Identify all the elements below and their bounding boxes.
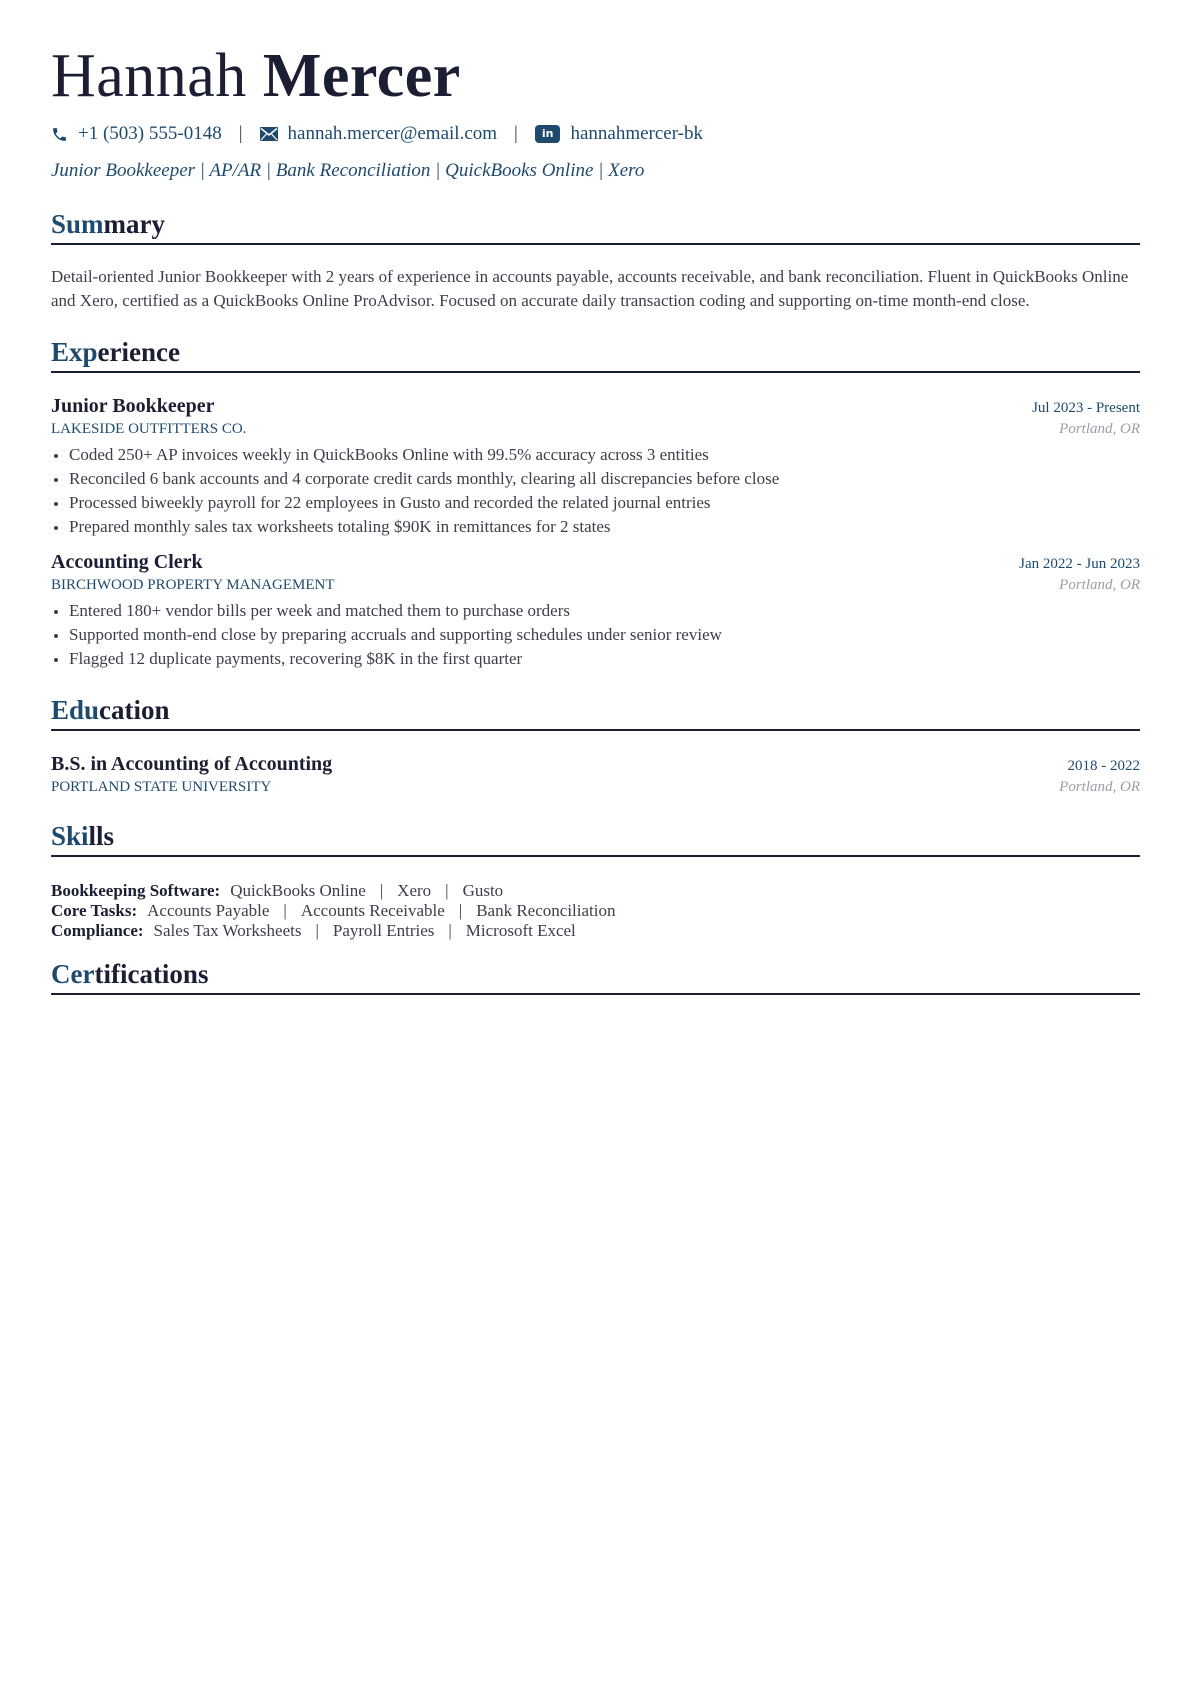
school-location: Portland, OR bbox=[1059, 779, 1140, 795]
skill-item: Accounts Receivable bbox=[300, 901, 445, 920]
list-item: • Processed biweekly payroll for 22 employees in Gusto and recorded the related journal entries bbox=[69, 491, 1140, 515]
skill-item: Xero bbox=[397, 881, 432, 900]
section-title-experience: Experience bbox=[51, 337, 180, 367]
skill-item: Microsoft Excel bbox=[465, 921, 576, 940]
job-title: Accounting Clerk bbox=[51, 551, 203, 573]
skill-row: Core Tasks: Accounts Payable | Accounts Receivable | Bank Reconciliation bbox=[51, 901, 616, 920]
job-location: Portland, OR bbox=[1059, 421, 1140, 437]
phone-number: +1 (503) 555-0148 bbox=[78, 123, 222, 144]
headline-tagline: Junior Bookkeeper | AP/AR | Bank Reconciliation | QuickBooks Online | Xero bbox=[51, 160, 645, 181]
employer-name: BIRCHWOOD PROPERTY MANAGEMENT bbox=[51, 577, 335, 593]
section-divider bbox=[51, 993, 1140, 995]
job-title: Junior Bookkeeper bbox=[51, 395, 215, 417]
skill-category: Compliance: bbox=[51, 921, 144, 940]
job-dates: Jan 2022 - Jun 2023 bbox=[1019, 556, 1140, 572]
list-item: • Supported month-end close by preparing accruals and supporting schedules under senior review bbox=[69, 623, 1140, 647]
section-divider bbox=[51, 729, 1140, 731]
section-title-skills: Skills bbox=[51, 821, 115, 851]
section-divider bbox=[51, 855, 1140, 857]
email-address: hannah.mercer@email.com bbox=[287, 123, 498, 144]
skill-row: Bookkeeping Software: QuickBooks Online | Xero | Gusto bbox=[51, 881, 504, 900]
summary-text: Detail-oriented Junior Bookkeeper with 2 years of experience in accounts payable, accounts receivable, and bank reconciliation. Fluent in QuickBooks Online and Xero, certified as a QuickBooks Online ProAdvisor. Focused on accurate daily transaction coding and supporting on-time month-end close. bbox=[51, 267, 1129, 310]
summary-section bbox=[51, 207, 1140, 313]
list-item: • Coded 250+ AP invoices weekly in QuickBooks Online with 99.5% accuracy across 3 entities bbox=[69, 443, 1140, 467]
skill-category: Bookkeeping Software: bbox=[51, 881, 221, 900]
skill-item: Accounts Payable bbox=[147, 901, 270, 920]
education-section bbox=[51, 693, 1140, 797]
education-dates: 2018 - 2022 bbox=[1067, 758, 1140, 774]
section-divider bbox=[51, 243, 1140, 245]
envelope-icon bbox=[260, 127, 278, 141]
email-contact[interactable] bbox=[260, 123, 498, 145]
section-divider bbox=[51, 371, 1140, 373]
candidate-name bbox=[51, 38, 1140, 114]
section-title-certifications: Certifications bbox=[51, 959, 209, 989]
certifications-section bbox=[51, 957, 1140, 995]
skills-section bbox=[51, 819, 1140, 941]
degree-title: B.S. in Accounting of Accounting bbox=[51, 753, 333, 775]
section-title-summary: Summary bbox=[51, 209, 166, 239]
list-item: • Prepared monthly sales tax worksheets totaling $90K in remittances for 2 states bbox=[69, 515, 1140, 539]
employer-name: LAKESIDE OUTFITTERS CO. bbox=[51, 421, 247, 437]
experience-entry bbox=[51, 549, 1140, 671]
job-location: Portland, OR bbox=[1059, 577, 1140, 593]
phone-icon bbox=[51, 126, 68, 143]
job-bullets bbox=[51, 443, 1140, 539]
linkedin-handle: hannahmercer-bk bbox=[570, 123, 703, 144]
list-item: • Entered 180+ vendor bills per week and matched them to purchase orders bbox=[69, 599, 1140, 623]
list-item: • Reconciled 6 bank accounts and 4 corporate credit cards monthly, clearing all discrepancies before close bbox=[69, 467, 1140, 491]
contact-separator: | bbox=[514, 123, 518, 144]
job-bullets bbox=[51, 599, 1140, 671]
skills-list bbox=[51, 881, 1140, 941]
skill-category: Core Tasks: bbox=[51, 901, 138, 920]
first-name: Hannah bbox=[51, 42, 247, 110]
phone-contact[interactable] bbox=[51, 123, 222, 145]
experience-section bbox=[51, 335, 1140, 671]
skill-item: Payroll Entries bbox=[332, 921, 435, 940]
job-dates: Jul 2023 - Present bbox=[1032, 400, 1140, 416]
contact-bar bbox=[51, 120, 1140, 148]
skill-item: Bank Reconciliation bbox=[476, 901, 616, 920]
skill-row: Compliance: Sales Tax Worksheets | Payroll Entries | Microsoft Excel bbox=[51, 921, 576, 940]
experience-entry bbox=[51, 393, 1140, 539]
skill-item: QuickBooks Online bbox=[230, 881, 366, 900]
linkedin-contact[interactable] bbox=[535, 123, 703, 145]
school-name: PORTLAND STATE UNIVERSITY bbox=[51, 779, 272, 795]
list-item: • Flagged 12 duplicate payments, recovering $8K in the first quarter bbox=[69, 647, 1140, 671]
section-title-education: Education bbox=[51, 695, 170, 725]
linkedin-icon: in bbox=[535, 125, 561, 143]
contact-separator: | bbox=[238, 123, 243, 144]
skill-item: Sales Tax Worksheets bbox=[153, 921, 302, 940]
skill-item: Gusto bbox=[462, 881, 504, 900]
last-name: Mercer bbox=[262, 42, 461, 110]
education-entry bbox=[51, 751, 1140, 797]
